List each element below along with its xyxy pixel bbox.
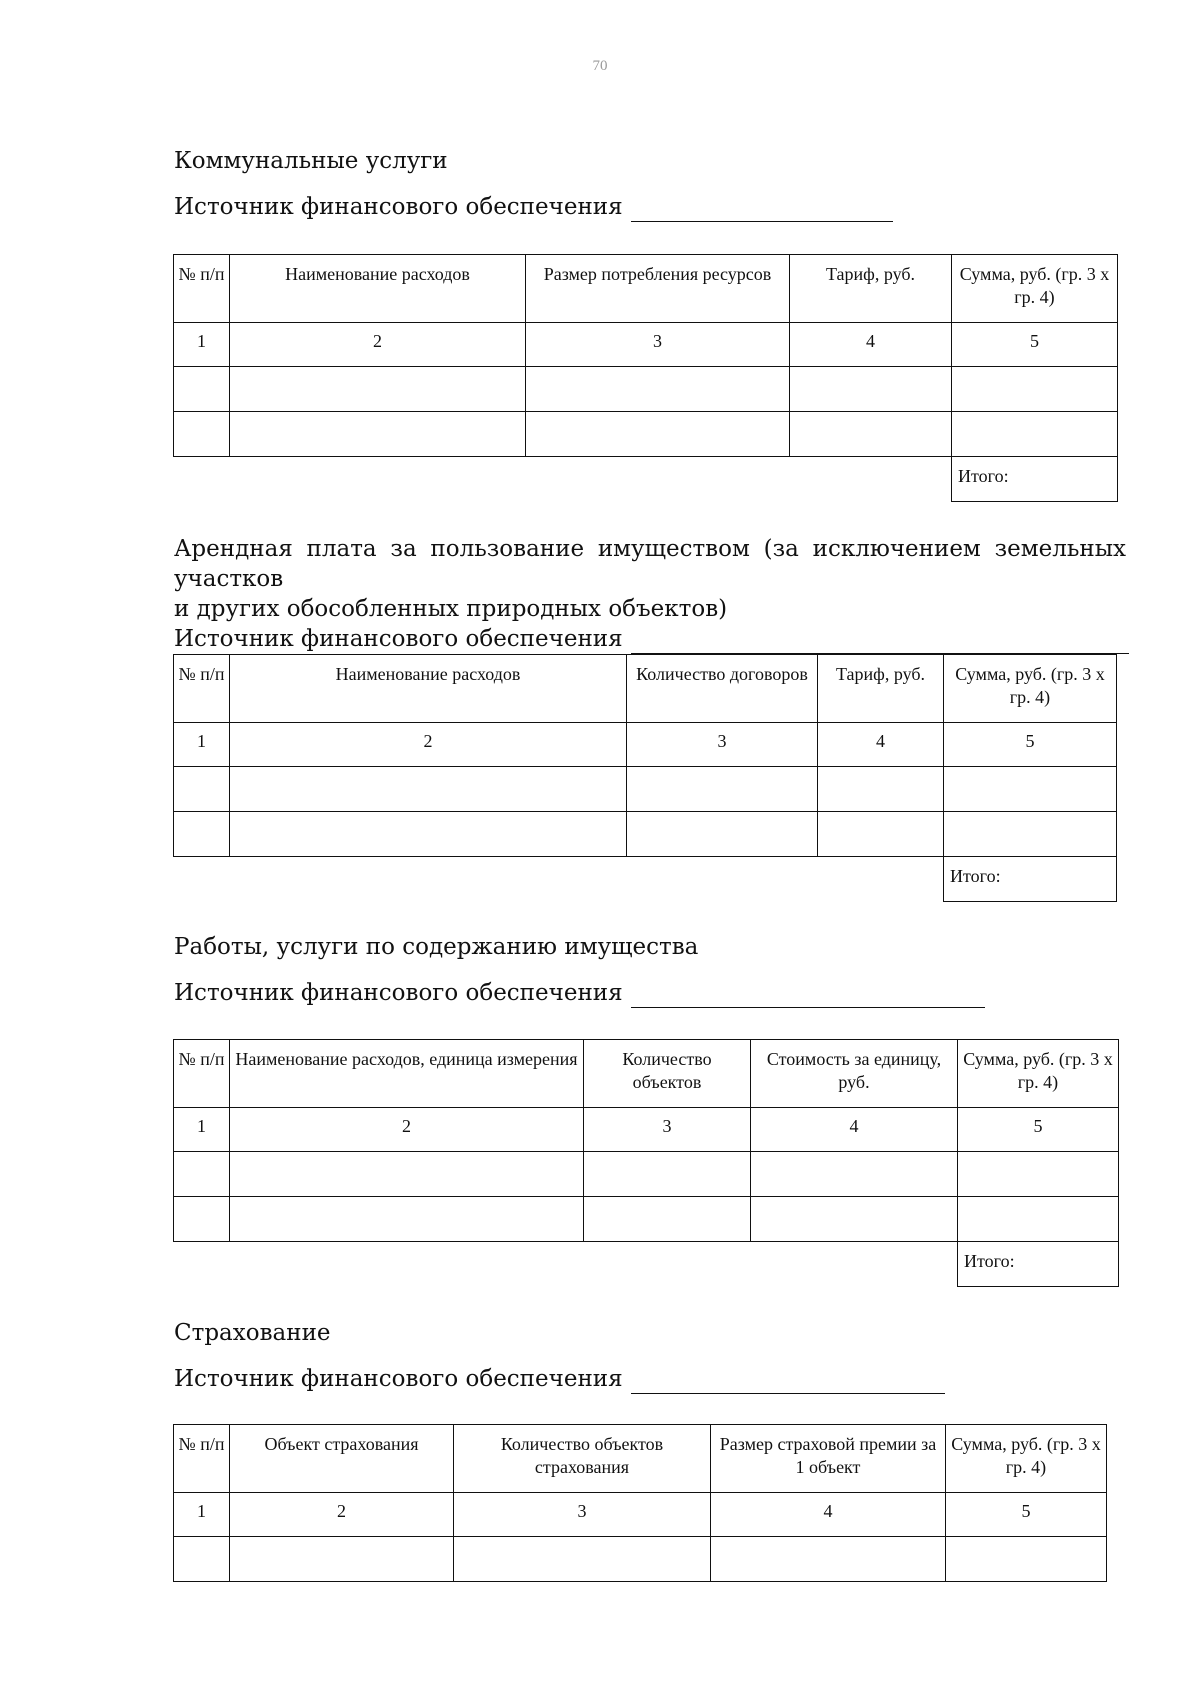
table-cell[interactable] <box>174 412 230 457</box>
column-number: 3 <box>454 1493 711 1537</box>
table-cell[interactable] <box>790 412 952 457</box>
table-cell[interactable] <box>230 767 627 812</box>
header-cell: Тариф, руб. <box>790 255 952 323</box>
empty-spacer <box>174 857 944 902</box>
table-cell[interactable] <box>751 1152 958 1197</box>
header-cell: Наименование расходов <box>230 655 627 723</box>
table-row <box>174 1197 1119 1242</box>
funding-source-label: Источник финансового обеспечения <box>174 1366 623 1392</box>
empty-spacer <box>174 1242 958 1287</box>
funding-source-line <box>174 1364 945 1394</box>
header-cell: Объект страхования <box>230 1425 454 1493</box>
header-cell: Сумма, руб. (гр. 3 х гр. 4) <box>958 1040 1119 1108</box>
table-cell[interactable] <box>944 767 1117 812</box>
section-title: Коммунальные услуги <box>174 148 448 174</box>
table-cell[interactable] <box>526 412 790 457</box>
table-cell[interactable] <box>230 1197 584 1242</box>
section-rent <box>174 534 1129 654</box>
column-number-row <box>174 723 1117 767</box>
column-number: 3 <box>526 323 790 367</box>
table-cell[interactable] <box>958 1197 1119 1242</box>
table-cell[interactable] <box>711 1537 946 1582</box>
column-number: 3 <box>627 723 818 767</box>
header-cell: Стоимость за единицу, руб. <box>751 1040 958 1108</box>
table-cell[interactable] <box>944 812 1117 857</box>
table-cell[interactable] <box>818 767 944 812</box>
total-row <box>174 857 1117 902</box>
header-cell: Количество объектов страхования <box>454 1425 711 1493</box>
header-cell: № п/п <box>174 1040 230 1108</box>
header-cell: № п/п <box>174 255 230 323</box>
table-cell[interactable] <box>230 367 526 412</box>
header-cell: Сумма, руб. (гр. 3 х гр. 4) <box>944 655 1117 723</box>
utilities-table <box>173 254 1118 502</box>
column-number: 5 <box>944 723 1117 767</box>
table-cell[interactable] <box>230 1537 454 1582</box>
table-cell[interactable] <box>174 1152 230 1197</box>
column-number: 4 <box>818 723 944 767</box>
table-cell[interactable] <box>627 767 818 812</box>
header-cell: Сумма, руб. (гр. 3 х гр. 4) <box>946 1425 1107 1493</box>
table-cell[interactable] <box>584 1197 751 1242</box>
column-number: 1 <box>174 1493 230 1537</box>
table-cell[interactable] <box>584 1152 751 1197</box>
maintenance-table <box>173 1039 1119 1287</box>
column-number: 1 <box>174 1108 230 1152</box>
table-cell[interactable] <box>952 412 1118 457</box>
column-number: 1 <box>174 323 230 367</box>
funding-source-field[interactable] <box>631 629 1129 654</box>
section-maintenance <box>174 932 985 1008</box>
table-row <box>174 367 1118 412</box>
section-insurance <box>174 1318 945 1394</box>
column-number: 5 <box>946 1493 1107 1537</box>
header-cell: Наименование расходов <box>230 255 526 323</box>
funding-source-field[interactable] <box>631 197 893 222</box>
header-cell: Количество договоров <box>627 655 818 723</box>
insurance-table <box>173 1424 1107 1582</box>
rent-table <box>173 654 1117 902</box>
column-number: 2 <box>230 323 526 367</box>
table-row <box>174 812 1117 857</box>
column-number: 2 <box>230 1108 584 1152</box>
empty-spacer <box>174 457 952 502</box>
table-row <box>174 767 1117 812</box>
table-cell[interactable] <box>958 1152 1119 1197</box>
section-utilities <box>174 146 893 222</box>
table-cell[interactable] <box>952 367 1118 412</box>
table-cell[interactable] <box>174 767 230 812</box>
column-number: 5 <box>952 323 1118 367</box>
column-number-row <box>174 1108 1119 1152</box>
total-cell[interactable]: Итого: <box>958 1242 1119 1287</box>
total-cell[interactable]: Итого: <box>952 457 1118 502</box>
column-number-row <box>174 1493 1107 1537</box>
table-cell[interactable] <box>230 1152 584 1197</box>
total-row <box>174 457 1118 502</box>
table-cell[interactable] <box>790 367 952 412</box>
header-cell: Количество объектов <box>584 1040 751 1108</box>
table-cell[interactable] <box>454 1537 711 1582</box>
header-cell: Наименование расходов, единица измерения <box>230 1040 584 1108</box>
table-cell[interactable] <box>627 812 818 857</box>
table-row <box>174 1152 1119 1197</box>
funding-source-label: Источник финансового обеспечения <box>174 626 623 652</box>
section-title: Работы, услуги по содержанию имущества <box>174 934 699 960</box>
column-number: 5 <box>958 1108 1119 1152</box>
column-number-row <box>174 323 1118 367</box>
column-number: 3 <box>584 1108 751 1152</box>
table-cell[interactable] <box>174 812 230 857</box>
section-title-continued: и других обособленных природных объектов) <box>174 596 728 622</box>
table-cell[interactable] <box>946 1537 1107 1582</box>
table-row <box>174 1537 1107 1582</box>
funding-source-label: Источник финансового обеспечения <box>174 980 623 1006</box>
header-cell: № п/п <box>174 1425 230 1493</box>
table-header-row <box>174 255 1118 323</box>
column-number: 1 <box>174 723 230 767</box>
page-number: 70 <box>592 58 608 74</box>
table-header-row <box>174 1425 1107 1493</box>
table-cell[interactable] <box>751 1197 958 1242</box>
table-cell[interactable] <box>174 1537 230 1582</box>
header-cell: Сумма, руб. (гр. 3 х гр. 4) <box>952 255 1118 323</box>
table-row <box>174 412 1118 457</box>
table-cell[interactable] <box>818 812 944 857</box>
funding-source-field[interactable] <box>631 983 985 1008</box>
section-title: Страхование <box>174 1320 331 1346</box>
section-title: Арендная плата за пользование имуществом (за исключением земельных участков <box>174 536 1126 592</box>
table-cell[interactable] <box>230 412 526 457</box>
funding-source-line <box>174 624 1129 654</box>
column-number: 4 <box>751 1108 958 1152</box>
header-cell: Тариф, руб. <box>818 655 944 723</box>
total-row <box>174 1242 1119 1287</box>
table-header-row <box>174 1040 1119 1108</box>
column-number: 2 <box>230 723 627 767</box>
funding-source-label: Источник финансового обеспечения <box>174 194 623 220</box>
table-cell[interactable] <box>174 1197 230 1242</box>
header-cell: № п/п <box>174 655 230 723</box>
column-number: 2 <box>230 1493 454 1537</box>
total-cell[interactable]: Итого: <box>944 857 1117 902</box>
header-cell: Размер потребления ресурсов <box>526 255 790 323</box>
table-cell[interactable] <box>230 812 627 857</box>
table-cell[interactable] <box>526 367 790 412</box>
funding-source-field[interactable] <box>631 1369 945 1394</box>
table-header-row <box>174 655 1117 723</box>
column-number: 4 <box>711 1493 946 1537</box>
funding-source-line <box>174 978 985 1008</box>
header-cell: Размер страховой премии за 1 объект <box>711 1425 946 1493</box>
table-cell[interactable] <box>174 367 230 412</box>
funding-source-line <box>174 192 893 222</box>
column-number: 4 <box>790 323 952 367</box>
